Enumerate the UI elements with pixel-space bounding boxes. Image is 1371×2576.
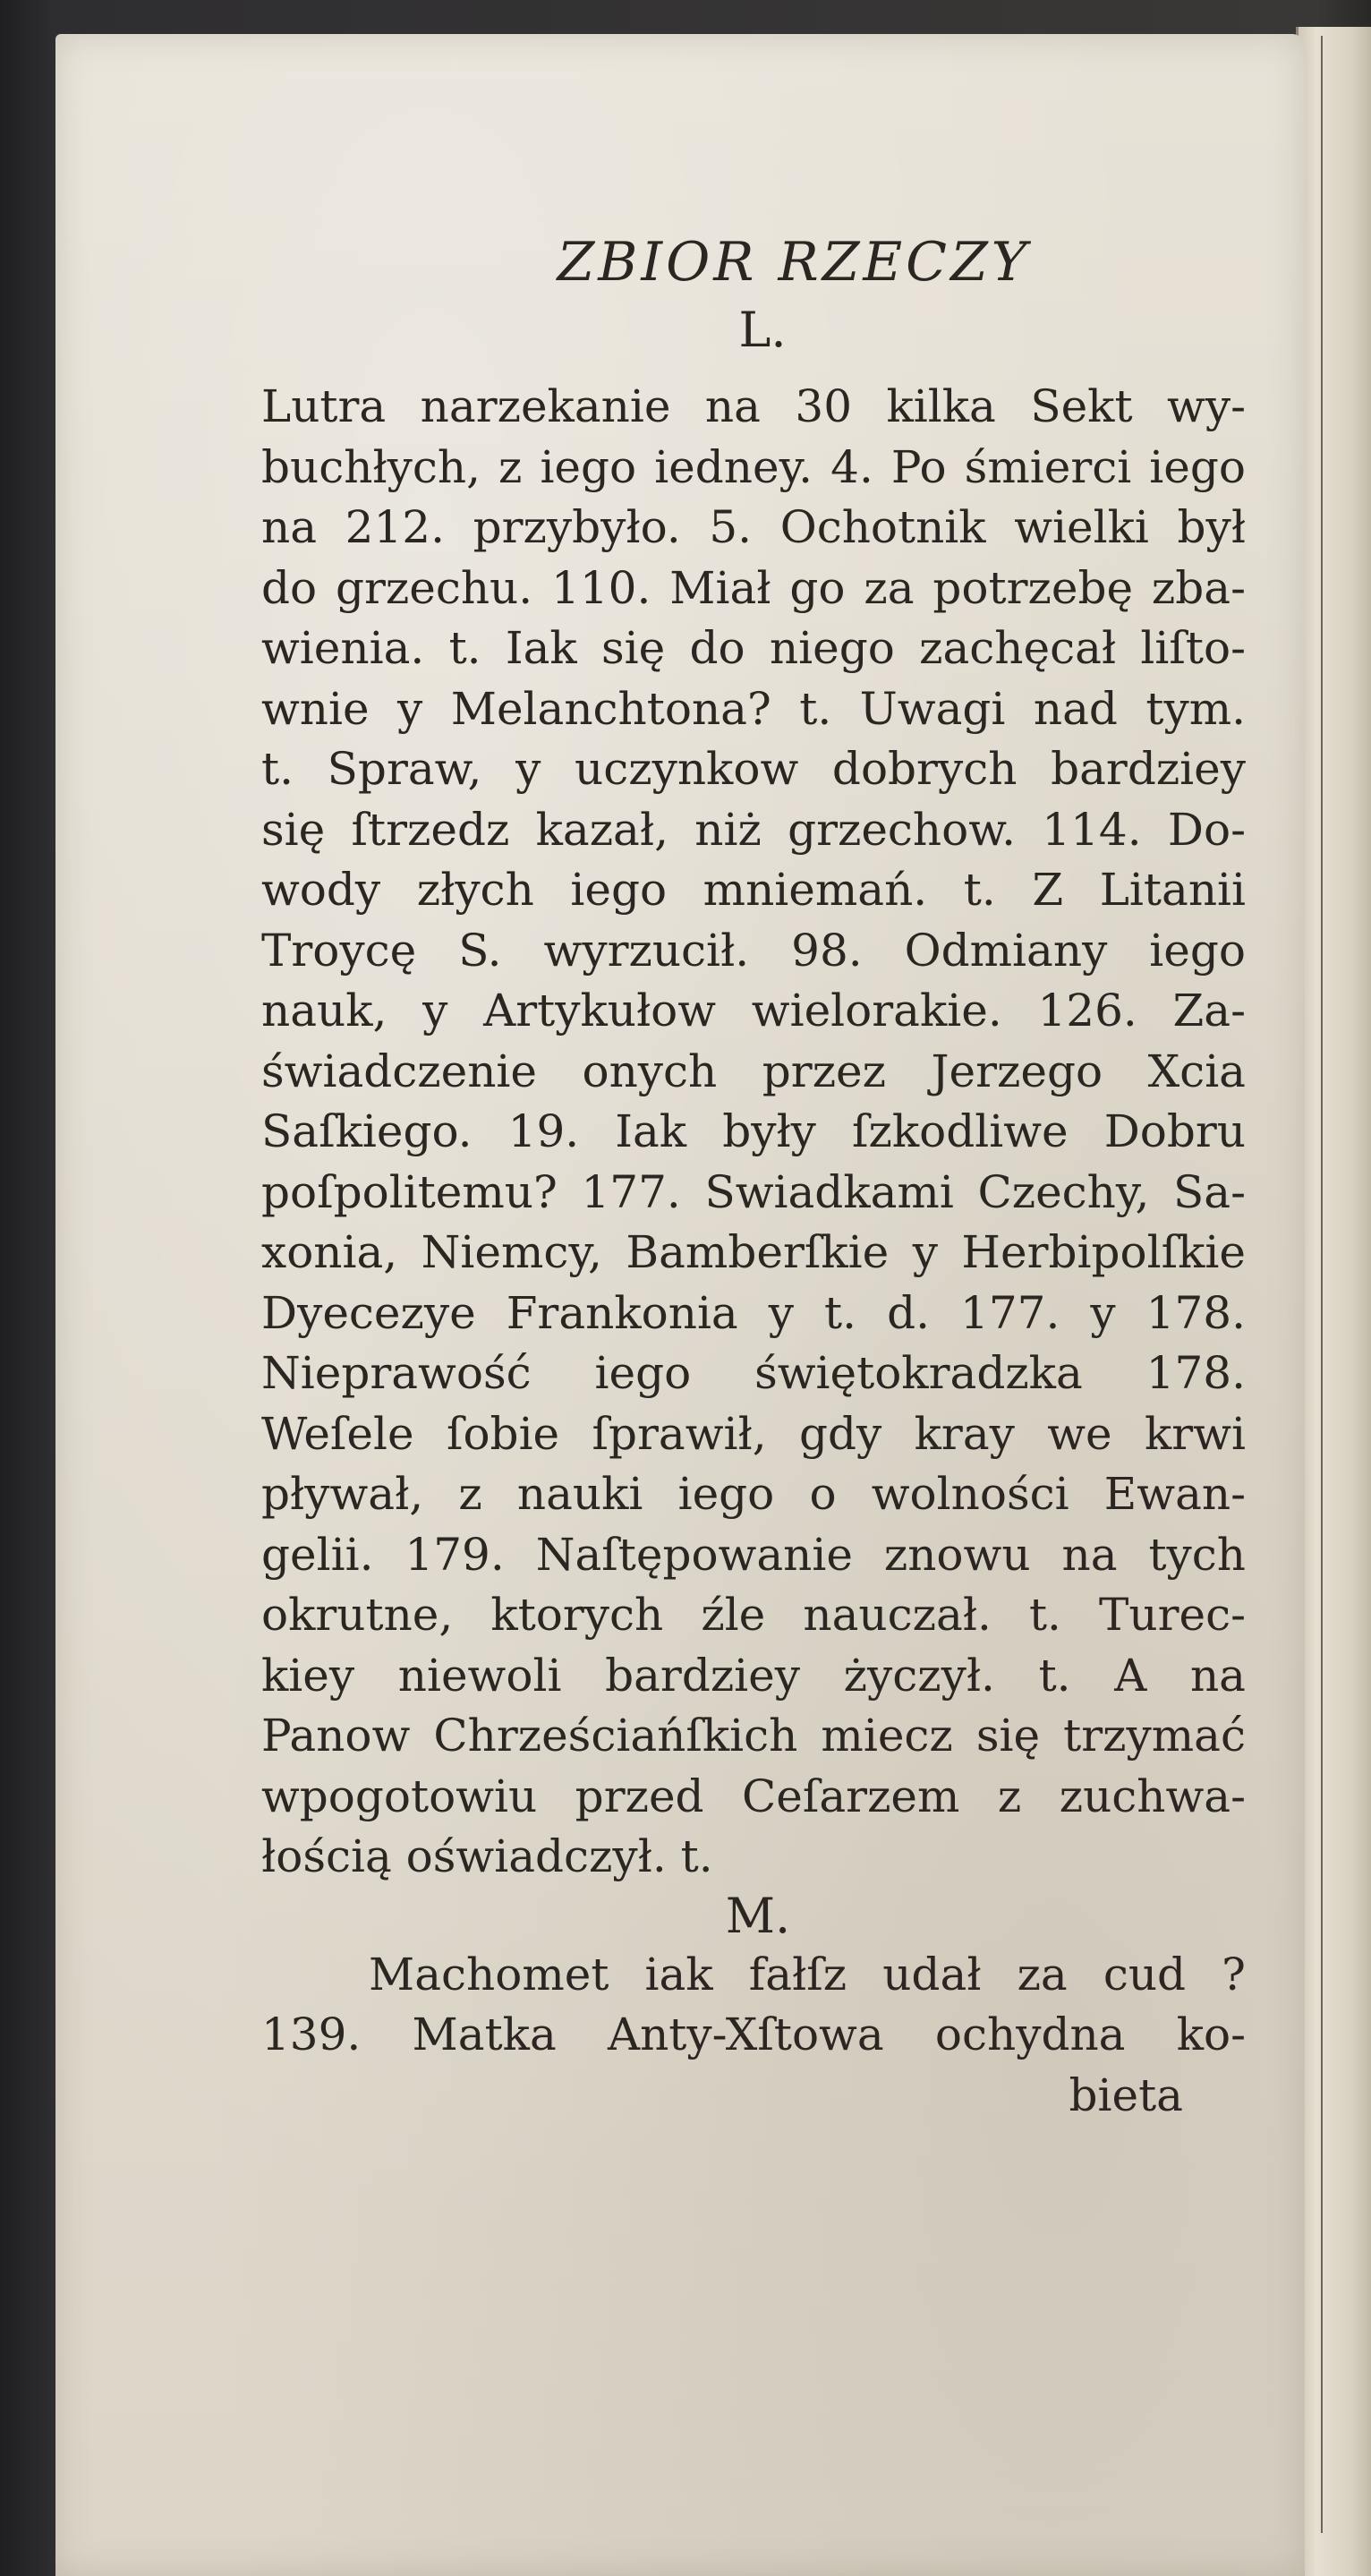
text-line: gelii. 179. Naſtępowanie znowu na tych xyxy=(261,1528,1246,1581)
text-line: Lutra narzekanie na 30 kilka Sekt wy- xyxy=(261,380,1246,432)
text-line: Weſele ſobie ſprawił, gdy kray we krwi xyxy=(261,1407,1246,1460)
text-line: wpogotowiu przed Ceſarzem z zuchwa- xyxy=(261,1770,1246,1822)
text-line: t. Spraw, y uczynkow dobrych bardziey xyxy=(261,743,1246,795)
spine-line xyxy=(1321,36,1323,2533)
running-head: ZBIOR RZECZY xyxy=(557,231,1031,294)
next-page-edge xyxy=(1296,27,1371,2576)
catchword: bieta xyxy=(1069,2068,1183,2121)
text-line: wienia. t. Iak się do niego zachęcał liſto- xyxy=(261,622,1246,674)
text-line: okrutne, ktorych źle nauczał. t. Turec- xyxy=(261,1589,1246,1641)
text-line: xonia, Niemcy, Bamberſkie y Herbipolſkie xyxy=(261,1226,1246,1278)
text-line: pływał, z nauki iego o wolności Ewan- xyxy=(261,1468,1246,1520)
text-line: Saſkiego. 19. Iak były ſzkodliwe Dobru xyxy=(261,1105,1246,1157)
text-line: Panow Chrześciańſkich miecz się trzymać xyxy=(261,1710,1246,1761)
page-text-block xyxy=(261,226,1290,2126)
section-l-text xyxy=(261,377,1246,1888)
text-line: Troycę S. wyrzucił. 98. Odmiany iego xyxy=(261,924,1246,977)
text-line: łością oświadczył. t. xyxy=(261,1830,713,1882)
section-letter-m: M. xyxy=(725,1887,791,1944)
text-line: wnie y Melanchtona? t. Uwagi nad tym. xyxy=(261,682,1246,735)
text-line: wody złych iego mniemań. t. Z Litanii xyxy=(261,864,1246,916)
section-m-text xyxy=(261,1945,1246,2127)
text-line: na 212. przybyło. 5. Ochotnik wielki był xyxy=(261,501,1246,553)
section-letter-l: L. xyxy=(738,302,787,358)
text-line: do grzechu. 110. Miał go za potrzebę zba- xyxy=(261,561,1246,614)
text-line: Dyecezye Frankonia y t. d. 177. y 178. xyxy=(261,1286,1246,1339)
text-line: się ſtrzedz kazał, niż grzechow. 114. Do- xyxy=(261,803,1246,856)
text-line: buchłych, z iego iedney. 4. Po śmierci iego xyxy=(261,440,1246,493)
text-line: kiey niewoli bardziey życzył. t. A na xyxy=(261,1649,1246,1702)
text-line: 139. Matka Anty-Xſtowa ochydna ko- xyxy=(261,2009,1246,2060)
text-line: Machomet iak fałſz udał za cud ? xyxy=(369,1948,1246,2000)
text-line: poſpolitemu? 177. Swiadkami Czechy, Sa- xyxy=(261,1165,1246,1218)
book-page xyxy=(55,34,1305,2576)
text-line: świadczenie onych przez Jerzego Xcia xyxy=(261,1045,1246,1097)
text-line: nauk, y Artykułow wielorakie. 126. Za- xyxy=(261,985,1246,1036)
text-line: Nieprawość iego świętokradzka 178. xyxy=(261,1347,1246,1399)
